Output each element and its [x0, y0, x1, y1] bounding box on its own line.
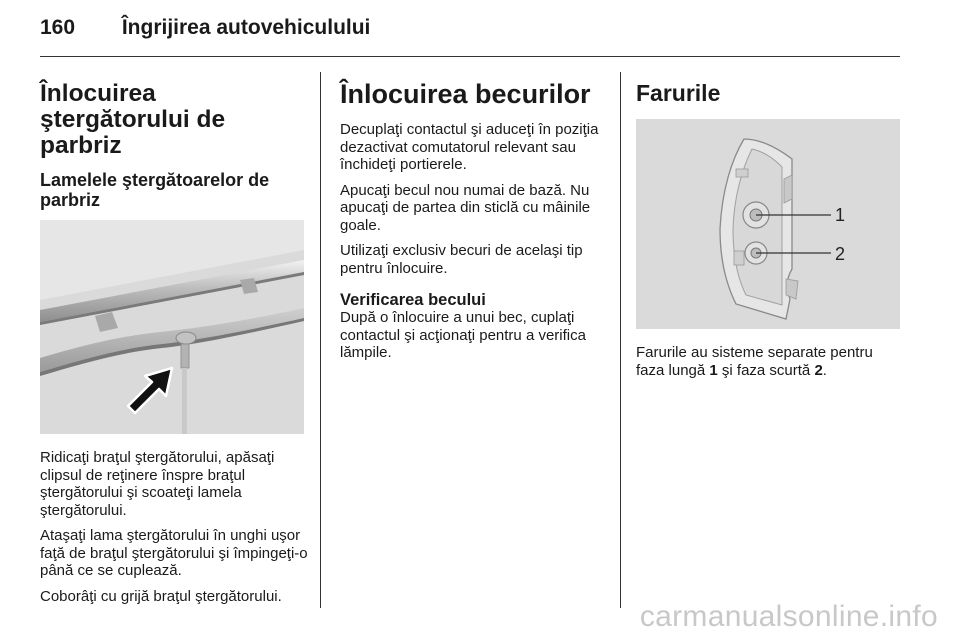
- subsection-title-wiper-blades: Lamelele ştergătoarelor de parbriz: [40, 170, 270, 210]
- subsection-title-bulb-check: Verificarea becului: [340, 291, 486, 309]
- column-bulbs: [340, 72, 608, 370]
- section-title-bulbs: Înlocuirea becurilor: [340, 79, 591, 109]
- bulbs-paragraph-1: Decuplaţi contactul şi aduceţi în poziţia dezactivat comutatorul relevant sau închideţi portierele.: [340, 121, 599, 173]
- page-header: [40, 16, 370, 40]
- label-high-beam: 1: [835, 205, 846, 225]
- bulb-check-paragraph: După o înlocuire a unui bec, cuplaţi contactul şi acţionaţi pentru a verifica lămpile.: [340, 309, 586, 361]
- headlight-illustration: [636, 119, 900, 329]
- page-number: 160: [40, 16, 76, 39]
- headlights-caption: Farurile au sisteme separate pentru faza lungă 1 şi faza scurtă 2.: [636, 344, 873, 379]
- column-divider-2: [620, 72, 621, 608]
- wiper-arm-illustration: [40, 220, 304, 434]
- headlight-figure: [636, 119, 900, 329]
- column-wiper: [40, 72, 308, 613]
- chapter-title: Îngrijirea autovehiculului: [121, 16, 371, 39]
- label-low-beam: 2: [835, 244, 846, 264]
- wiper-paragraph-3: Coborâţi cu grijă braţul ştergătorului.: [40, 587, 282, 605]
- section-title-wiper: Înlocuirea ştergătorului de parbriz: [40, 80, 226, 159]
- watermark: carmanualsonline.info: [639, 600, 938, 633]
- bulbs-paragraph-2: Apucaţi becul nou numai de bază. Nu apucaţi de partea din sticlă cu mâinile goale.: [340, 181, 591, 234]
- wiper-paragraph-2: Ataşaţi lama ştergătorului în unghi uşor faţă de braţul ştergătorului şi împingeţi-o până ce se cuplează.: [40, 527, 308, 579]
- column-divider-1: [320, 72, 321, 608]
- caption-ref-2: 2: [814, 361, 823, 379]
- section-title-headlights: Farurile: [636, 80, 721, 106]
- header-rule: [40, 56, 900, 57]
- bulbs-paragraph-3: Utilizaţi exclusiv becuri de acelaşi tip pentru înlocuire.: [340, 242, 583, 277]
- wiper-figure: [40, 220, 304, 434]
- wiper-paragraph-1: Ridicaţi braţul ştergătorului, apăsaţi clipsul de reţinere înspre braţul ştergătorului şi scoateţi lamela ştergătorului.: [40, 449, 275, 519]
- caption-ref-1: 1: [709, 361, 718, 379]
- column-headlights: [636, 72, 902, 387]
